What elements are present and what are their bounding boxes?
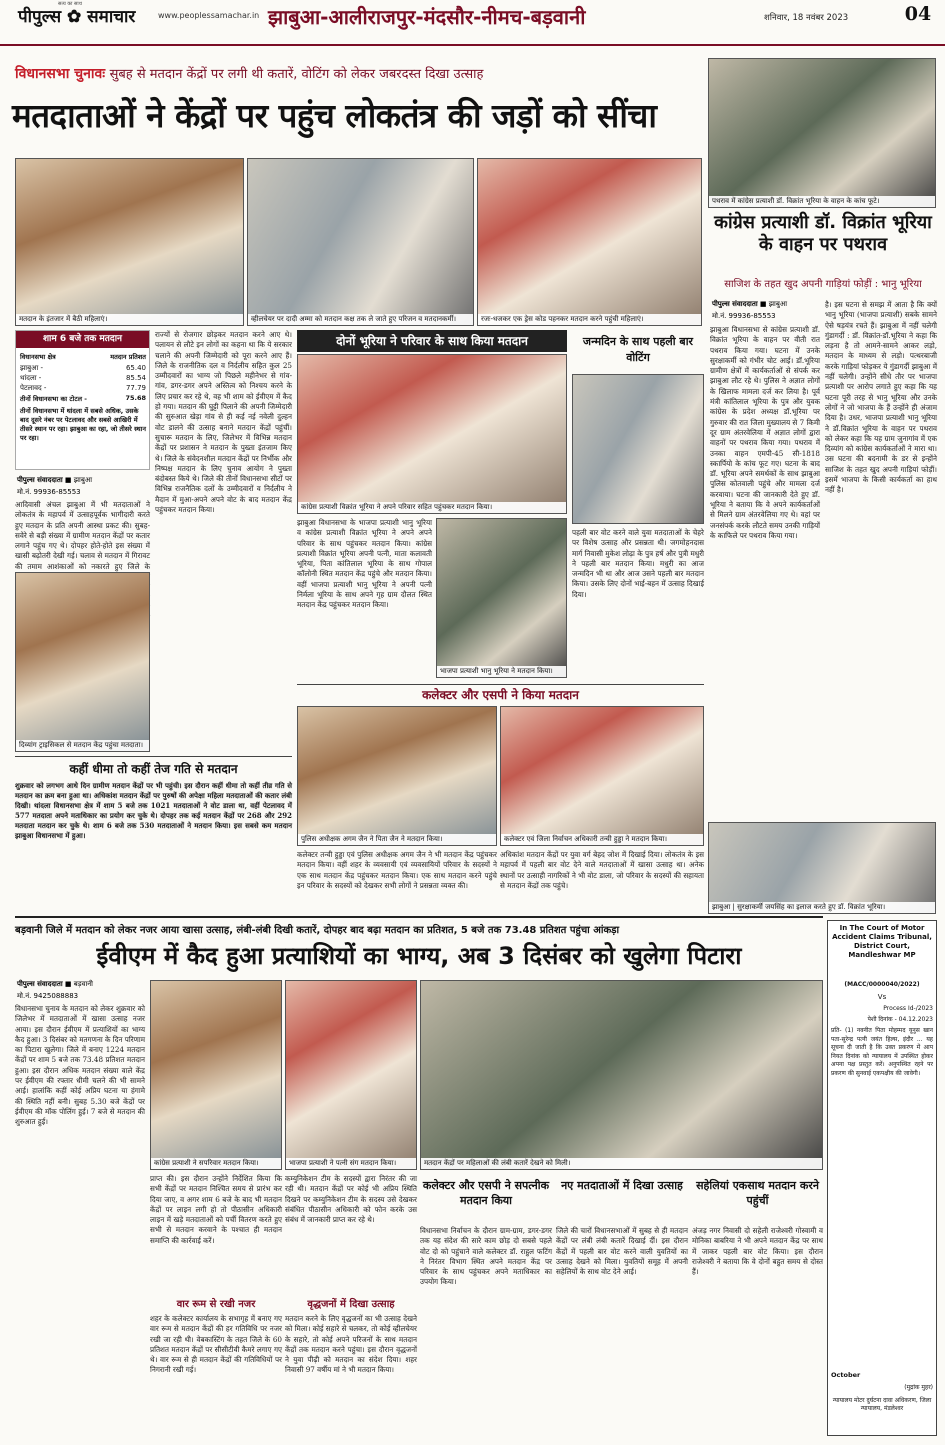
- legal-versus: Vs: [877, 993, 887, 1001]
- masthead-logo: पीपुल्स ✿ समाचार: [18, 7, 136, 27]
- photo-caption: दिव्यांग ट्राइसिकल से मतदान केंद्र पहुंचा मतदाता।: [16, 740, 149, 751]
- photo-caption: कांग्रेस प्रत्याशी विक्रांत भूरिया ने अपने परिवार सहित पहुंचकर मतदान किया।: [298, 502, 566, 513]
- top-subhead: सुबह से मतदान केंद्रों पर लगी थी कतारें, वोटिंग को लेकर जबरदस्त दिखा उत्साह: [109, 67, 484, 82]
- legal-case-no: (MACC/0000040/2022): [844, 981, 920, 988]
- birthday-title: जन्मदिन के साथ पहली बार वोटिंग: [582, 335, 694, 364]
- collector-body-1: कलेक्टर तन्वी हुड्डा एवं पुलिस अधीक्षक अगम जैन ने भी मतदान केंद्र पहुंचकर मतदान किया। वहीं शहर के व्यवसायी एवं व्यवसायियों परिवार के सदस्यों ने एक साथ मतदान केंद्र पहुंचकर मतदान किया। एक साथ मतदान करने पहुंचे इन परिवार के सदस्यों को देखकर सभी लोगों ने प्रसन्नता व्यक्त की।: [297, 850, 497, 890]
- photo-congress-candidate-family: [150, 980, 282, 1170]
- left-story-col2: राज्यों से रोजगार छोड़कर मतदान करने आए थे। पलायन से लौटे इन लोगों का कहना था कि ये सरकार चलाने की अपनी जिम्मेदारी को पूरा करने आए हैं। जिले के राजनीतिक दल व निर्दलीय सहित कुल 25 उम्मीदवारों का भाग्य जो पिछले महीनेभर से गांव-गांव, डगर-डगर अपने अस्तित्व को निश्चय करने के लिए प्रचार कर रहे थे, वह भी शाम को ईवीएम में कैद हो गया। मतदान की घुट्टी पिलाने की अपनी जिम्मेदारी की सुरुआत खेड़ा गांव से ही कई नई नवेली दुल्हन वोट डालने की उत्साह बनाने मतदान केंद्रों पहुंचीं। सुचारू मतदान के लिए, जिलेभर में विभिन्न मतदान केंद्रों पर प्रशासन ने मतदान के पुख्ता इंतजाम किए थे। जिले के संवेदनशील मतदान केंद्रों पर निर्भीक और निष्पक्ष मतदान के लिए चुनाव आयोग ने पुख्ता बंदोबस्त किये थे। जिले की तीनों विधानसभा सीटों पर विभिन्न राजनैतिक दलों के उम्मीदवारों व निर्दलीय ने मैदान में मुआ-अपने अपने वोट के बाद मतदान केंद्र पहुंचकर मतदान किया।: [155, 330, 292, 515]
- issue-date: शनिवार, 18 नवंबर 2023: [764, 13, 849, 23]
- page-number: 04: [904, 3, 932, 25]
- photo-caption: कलेक्टर एवं जिला निर्वाचन अधिकारी तन्वी हुड्डा ने मतदान किया।: [501, 834, 703, 845]
- right-story-col2: है। इस घटना से समझ में आता है कि क्यों भानु भूरिया (भाजपा प्रत्याशी) सबके सामने ऐसे षड़यंत्र रचते हैं। झाबुआ में नहीं चलेगी गुंडागर्दी : डॉ. विक्रांत-डॉ.भूरिया ने कहा कि लड़ना है तो आमने-सामने आकर लड़ो, मतदान के माध्यम से लड़ो। पत्थरबाजी करके गाड़ियां फोड़कर ये गुंडागर्दी झाबुआ में नहीं चलेगी। उन्होंने सीधे तौर पर भाजपा प्रत्याशी पर आरोप लगाते हुए कहा कि यह घटना पूरी तरह से भानु भूरिया और उनके लोगों ने जो भाजपा के हैं उन्होंने ही अंजाम दिया है। उधर, भाजपा प्रत्याशी भानु भूरिया ने डॉ.विक्रांत भूरिया के वाहन पर पथराव को लेकर कहा कि यह ग्राम जुनागांव में एक दिव्यांग को कांग्रेस कार्यकर्ताओं ने मारा था। उस घटना की बदनामी के डर से इन्होंने साजिश के तहत खुद अपनी गाड़ियां फोड़ीं। इसमें भाजपा के किसी कार्यकर्ता का हाथ नहीं है।: [825, 300, 937, 495]
- slow-fast-body: शुक्रवार को लगभग आधे दिन ग्रामीण मतदान केंद्रों पर भी पहुंची। इस दौरान कहीं धीमा तो कहीं तीव्र गति से मतदान का क्रम बना हुआ था। अधिकांश मतदान केंद्रों पर पुरुषों की अपेक्षा महिला मतदाताओं की कतार लंबी दिखी। थांदला विधानसभा क्षेत्र में शाम 5 बजे तक 1021 मतदाताओं ने वोट डाला था, वहीं पेटलावद में 577 मतदाता अपने मताधिकार का प्रयोग कर चुके थे। दोपहर तक कई मतदान केंद्रों पर 268 और 292 मतदाता मतदान कर चुके थे। शाम 6 बजे तक 530 मतदाताओं ने मतदान किया। इस सबसे कम मतदान झाबुआ विधानसभा में हुआ।: [15, 781, 292, 840]
- box-body: विधानसभा निर्वाचन के दौरान ग्राम-ग्राम, डगर-डगर तक यह संदेश की सारे काम छोड़ दो सबसे पहले वोट दो को पहुंचाने वाले कलेक्टर डॉ. राहुल फटिंग ने निरंतर विभाग स्थित अपने मतदान केंद्र पर परिवार के साथ पहुंचकर अपने मताधिकार का उपयोग किया।: [420, 1226, 552, 1287]
- photo-women-dresscode: [477, 158, 702, 326]
- photo-caption: झाबुआ | सुरक्षाकर्मी जयसिंह का इलाज करते हुए डॉ. विक्रांत भूरिया।: [709, 902, 935, 913]
- photo-caption: पुलिस अधीक्षक अगम जैन ने पिता जैन ने मतदान किया।: [298, 834, 496, 845]
- collector-body-2: अधिकांश मतदान केंद्रों पर युवा वर्ग बेहद जोश में दिखाई दिया। लोकतंत्र के इस महापर्व में पहली बार वोट देने वाले मतदाताओं में खासा उत्साह था। अनेक स्थानों पर उत्साही नागरिकों ने भी वोट डाला, जो परिवार के सदस्यों की सहायता से मतदान केंद्रों तक पहुंचे।: [500, 850, 704, 890]
- box-collector-sp: [420, 1174, 552, 1436]
- box-title: नए मतदाताओं में दिखा उत्साह: [561, 1179, 683, 1192]
- center-body: झाबुआ विधानसभा के भाजपा प्रत्याशी भानु भूरिया व कांग्रेस प्रत्याशी विक्रांत भूरिया ने अपने अपने परिवार के साथ पहुंचकर मतदान किया। कांग्रेस प्रत्याशी विक्रांत भूरिया अपनी पत्नी, माता कलावती भूरिया, पिता कांतिलाल भूरिया के साथ गोपाल कॉलोनी स्थित मतदान केंद्र पहुंचे और मतदान किया। वहीं भाजपा प्रत्याशी भानु भूरिया ने अपनी पत्नी निर्मला भूरिया के साथ अपने गृह ग्राम दौलत स्थित मतदान केंद्र पहुंचकर मतदान किया।: [297, 518, 432, 610]
- legal-title: In The Court of Motor Accident Claims Tribunal, District Court, Mandleshwar MP: [832, 924, 932, 959]
- badwani-sub3: वृद्धजनों में दिखा उत्साह: [307, 1299, 395, 1310]
- legal-body: प्रति- (1) नवनीत पिता मोहम्मद यूनुस खान पता-सुरेन्द्र पत्नी जयंत हिल्स, इंदौर ... यह सूचना दी जाती है कि उक्त प्रकरण में आप नियत दिनांक को न्यायालय में उपस्थित होकर अपना पक्ष प्रस्तुत करें। अनुपस्थित रहने पर प्रकरण की सुनवाई एकपक्षीय की जावेगी।: [831, 1027, 933, 1077]
- turnout-note: तीनों विधानसभा में थांदला में सबसे अधिक, उसके बाद दूसरे नंबर पर पेटलावद और सबसे आखिरी में तीसरे स्थान पर रहा। झाबुआ का रहा, जो तीसरे स्थान पर रहा।: [20, 407, 146, 442]
- badwani-mobile: मो.नं. 9425088883: [17, 992, 79, 1000]
- turnout-title: शाम 6 बजे तक मतदान: [16, 331, 149, 348]
- photo-guard-treatment: [708, 822, 936, 914]
- right-byline: पीपुल्स संवाददाता ■ झाबुआ: [712, 300, 788, 308]
- badwani-col2: प्राप्त की। इस दौरान उन्होंने निर्देशित किया कि सभी केंद्रों पर मतदान निश्चित समय से प्रारंभ कर दिया जाए, व अगर शाम 6 बजे के बाद भी मतदान केंद्रों पर लाइन लगी हो तो पीठासीन अधिकारी लाइन में खड़े मतदाताओं को पर्ची वितरण करते हुए सभी से मतदान करवाने के पश्चात ही मतदान समाप्ति की कार्रवाई करें।: [150, 1174, 282, 1245]
- box-friends: [692, 1174, 823, 1436]
- photo-first-time-voters: [572, 374, 704, 524]
- photo-caption: भाजपा प्रत्याशी भानु भूरिया ने मतदान किया।: [437, 666, 566, 677]
- legal-month: October: [831, 1371, 861, 1379]
- left-byline: पीपुल्स संवाददाता ■ झाबुआ: [17, 476, 93, 484]
- badwani-col1: विधानसभा चुनाव के मतदान को लेकर शुक्रवार को जिलेभर में मतदाताओं में खासा उत्साह नजर आया। इस दौरान ईवीएम में प्रत्याशियों का भाग्य कैद हुआ। 3 दिसंबर को मतगणना के दिन परिणाम का पिटारा खुलेगा। जिले में बनाए 1224 मतदान केंद्रों पर शाम 5 बजे तक 73.48 प्रतिशत मतदान हुआ। इस दौरान अधिक मतदान संख्या वाले केंद्र पर ईवीएम की रफ्तार धीमी चलने की भी सामने आई। हालांकि कहीं कोई अप्रिय घटना या हंगामे की स्थिति नहीं बनी। सुबह 5.30 बजे केंद्रों पर ईवीएम की मॉक पोलिंग हुई। 7 बजे से मतदान की शुरुआत हुई।: [15, 1004, 145, 1127]
- turnout-header-left: विधानसभा क्षेत्र: [20, 353, 56, 361]
- badwani-col3b: मतदान करने के लिए वृद्धजनों का भी उत्साह देखने को मिला। कोई सहारे से चलकर, तो कोई व्हीलचेयर के सहारे, तो कोई अपने परिजनों के साथ मतदान केंद्रों तक मतदान करने पहुंचा। इस दौरान वृद्धजनों ने युवा पीढ़ी को मतदान का संदेश दिया। शहर निवासी 97 वर्षीय मां ने भी मतदान किया।: [285, 1314, 417, 1375]
- photo-wheelchair: [247, 158, 474, 326]
- masthead-rule: [0, 44, 945, 46]
- masthead-url[interactable]: www.peoplessamachar.in: [158, 11, 260, 20]
- badwani-kicker: बड़वानी जिले में मतदान को लेकर नजर आया खासा उत्साह, लंबी-लंबी दिखी कतारें, दोपहर बाद बढ़ा मतदान का प्रतिशत, 5 बजे तक 73.48 प्रतिशत पहुंचा आंकड़ा: [15, 925, 620, 936]
- turnout-box: [15, 330, 150, 470]
- slow-fast-box: [15, 756, 292, 908]
- photo-collector-voting: [500, 706, 704, 846]
- left-mobile: मो.नं. 99936-85553: [17, 488, 81, 496]
- section-title: झाबुआ-आलीराजपुर-मंदसौर-नीमच-बड़वानी: [268, 5, 586, 29]
- photo-caption: रजः-धजकर एक ड्रेस कोड पहनकर मतदान करने पहुंची महिलाएं।: [478, 314, 701, 325]
- turnout-row: पेटलावद - 77.79: [20, 384, 146, 392]
- badwani-byline: पीपुल्स संवाददाता ■ बड़वानी: [17, 980, 93, 988]
- right-story-col1: झाबुआ विधानसभा से कांग्रेस प्रत्याशी डॉ. विक्रांत भूरिया के वाहन पर वीती रात पथराव किया गया। घटना में उनके सुरक्षाकर्मी को गंभीर चोट आई। डॉ.भूरिया ग्रामीण क्षेत्रों में कार्यकर्ताओं से संपर्क कर झाबुआ लौट रहे थे। पुलिस ने अज्ञात लोगों के खिलाफ मामला दर्ज कर लिया है। पूर्व मंत्री कांतिलाल भूरिया के पुत्र और युवक कांग्रेस के प्रदेश अध्यक्ष डॉ.भूरिया पर गुरुवार की रात जिला मुख्यालय से 7 किमी दूर ग्राम अंतरवेलिया में अज्ञात लोगों द्वारा वाहनों पर पथराव किया गया। पथराव में उनका वाहन एमपी-45 सी-1818 स्कार्पियो के कांच फूट गए। घटना के बाद डॉ. भूरिया अपने समर्थकों के साथ झाबुआ पुलिस कोतवाली पहुंचे और मामला दर्ज करवाया। घटना की जानकारी देते हुए डॉ. भूरिया ने बताया कि वे अपने कार्यकर्ताओं से मिलने ग्राम अंतरवेलिया गए थे। वहां पर जनसंपर्क करके लौटते समय उनकी गाड़ियों के काफिले पर पथराव किया गया।: [710, 325, 820, 540]
- photo-caption: पथराव में कांग्रेस प्रत्याशी डॉ. विक्रांत भूरिया के वाहन के कांच फूटे।: [709, 196, 935, 207]
- slow-fast-title: कहीं धीमा तो कहीं तेज गति से मतदान: [69, 762, 238, 776]
- photo-damaged-vehicle: [708, 58, 936, 208]
- box-title: सहेलियां एकसाथ मतदान करने पहुंचीं: [696, 1179, 819, 1207]
- badwani-col3: कम्युनिकेशन टीम के सदस्यों द्वारा निरंतर की जा रही थी। मतदान केंद्रों पर कोई भी अप्रिय स्थिति दिखने पर कम्युनिकेशन टीम के सदस्य उसे देखकर संबंधित पीठासीन अधिकारी को फोन करके उस संबंध में जानकारी प्राप्त कर रहे थे।: [285, 1174, 417, 1225]
- photo-bjp-candidate: [436, 518, 567, 678]
- right-mobile: मो.नं. 99936-85553: [712, 312, 776, 320]
- badwani-rule: [15, 916, 823, 918]
- logo-tagline: सत्य का साथ: [58, 1, 82, 7]
- photo-tricycle-voter: [15, 572, 150, 752]
- photo-caption: व्हीलचेयर पर दादी अम्मा को मतदान कक्ष तक ले जाते हुए परिजन व मतदानकर्मी।: [248, 314, 473, 325]
- top-kicker-line: [15, 64, 705, 86]
- right-headline: कांग्रेस प्रत्याशी डॉ. विक्रांत भूरिया के वाहन पर पथराव: [714, 212, 932, 255]
- badwani-sub2: वार रूम से रखी नजर: [176, 1299, 256, 1310]
- box-body: अंजड़ नगर निवासी दो सहेली राजेश्वरी गोस्वामी व मोनिका बाबरिया ने भी अपने मतदान केंद्र पर साथ में जाकर पहली बार वोट किया। इस दौरान राजेश्वरी ने बताया कि वे दोनों बहुत समय से दोस्त हैं।: [692, 1226, 823, 1277]
- photo-women-queue: [420, 980, 823, 1170]
- photo-caption: मतदान के इंतजार में बैठी महिलाएं।: [16, 314, 243, 325]
- photo-bjp-candidate-wife: [285, 980, 417, 1170]
- masthead: [0, 0, 945, 52]
- turnout-row: झाबुआ - 65.40: [20, 364, 146, 372]
- photo-caption: कांग्रेस प्रत्याशी ने सपरिवार मतदान किया।: [151, 1158, 281, 1169]
- birthday-body: पहली बार वोट करने वाले युवा मतदाताओं के चेहरे पर विशेष उत्साह और प्रसन्नता थी। जगमोहनदास मार्ग निवासी मुकेश लोढ़ा के पुत्र हर्ष और पुत्री मधुरी ने पहली बार मतदान किया। मधुरी का आज जन्मदिन भी था और आज उसने पहली बार मतदान किया। उसके लिए दोनों भाई-बहन में उत्साह दिखाई दिया।: [572, 528, 704, 599]
- box-new-voters: [556, 1174, 688, 1436]
- top-headline: मतदाताओं ने केंद्रों पर पहुंच लोकतंत्र की जड़ों को सींचा: [12, 96, 657, 135]
- turnout-row: तीनों विधानसभा का टोटल - 75.68: [20, 394, 146, 403]
- legal-date: पेशी दिनांक - 04.12.2023: [867, 1016, 933, 1023]
- center-headline: दोनों भूरिया ने परिवार के साथ किया मतदान: [297, 330, 567, 352]
- badwani-col2b: शहर के कलेक्टर कार्यालय के सभागृह में बनाए गए वार रूम से मतदान केंद्रों की हर गतिविधि पर नजर रखी जा रही थी। वेबकास्टिंग के तहत जिले के 60 प्रतिशत मतदान केंद्रों पर सीसीटीवी कैमरे लगाए गए थे। वार रूम से ही मतदान केंद्रों की गतिविधियों पर निगरानी रखी गई।: [150, 1314, 282, 1375]
- photo-sp-voting: [297, 706, 497, 846]
- collector-headline: कलेक्टर और एसपी ने किया मतदान: [297, 684, 704, 704]
- photo-queue-women: [15, 158, 244, 326]
- badwani-headline: ईवीएम में कैद हुआ प्रत्याशियों का भाग्य, अब 3 दिसंबर को खुलेगा पिटारा: [96, 942, 742, 970]
- legal-notice: [827, 920, 937, 1436]
- legal-seal: (मुद्रांक मुहर): [904, 1384, 933, 1391]
- right-subhead: साजिश के तहत खुद अपनी गाड़ियां फोड़ीं : भानु भूरिया: [724, 279, 922, 290]
- top-kicker: विधानसभा चुनावः: [15, 66, 106, 82]
- left-story-body: आदिवासी अंचल झाबुआ में भी मतदाताओं ने लोकतंत्र के महापर्व में उत्साहपूर्वक भागीदारी करते हुए मतदान के प्रति अपनी आस्था प्रकट की। सुबह-सवेरे से बड़ी संख्या में ग्रामीण मतदान केंद्रों पर कतार लगाने पहुंच गए थे। दोपहर होते-होते इस संख्या में खासी बढ़ोतरी देखी गई। चलाव से मतदान में गिरावट की तमाम आशंकाओं को नकारते हुए जिले के: [15, 500, 150, 571]
- turnout-header-right: मतदान प्रतिशत: [110, 353, 146, 361]
- box-title: कलेक्टर और एसपी ने सपत्नीक मतदान किया: [422, 1179, 550, 1207]
- photo-congress-family: [297, 354, 567, 514]
- box-body: जिले की चारों विधानसभाओं में सुबह से ही मतदान केंद्रों पर लंबी लंबी कतारें दिखाई दीं। इस दौरान केंद्रों में पहली बार वोट करने वाली युवतियों का उत्साह देखने को मिला। युवतियों समूह में अपनी सहेलियों के साथ वोट देने आई।: [556, 1226, 688, 1277]
- turnout-row: थांदला - 85.54: [20, 374, 146, 382]
- photo-caption: मतदान केंद्रों पर महिलाओं की लंबी कतारें देखने को मिली।: [421, 1158, 822, 1169]
- legal-footer: न्यायालय मोटर दुर्घटना दावा अधिकरण, जिला न्यायालय, मंडलेश्वर: [832, 1397, 932, 1412]
- legal-process: Process Id-/2023: [883, 1005, 933, 1012]
- photo-caption: भाजपा प्रत्याशी ने पत्नी संग मतदान किया।: [286, 1158, 416, 1169]
- turnout-header: [20, 352, 146, 361]
